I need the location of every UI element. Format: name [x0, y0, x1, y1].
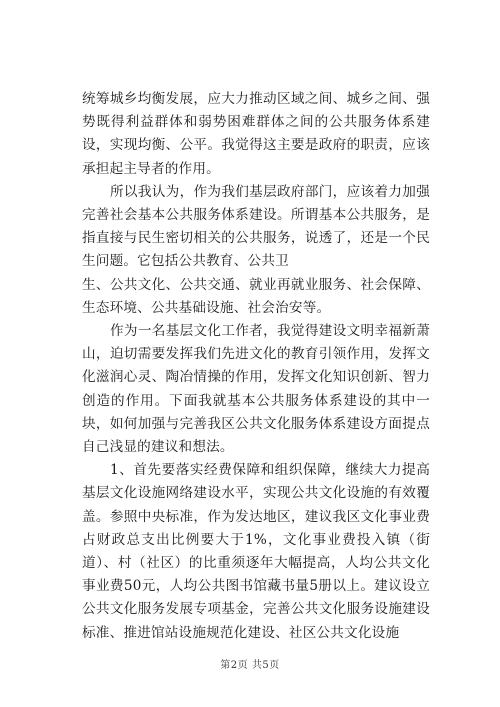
paragraph-1: 统筹城乡均衡发展，应大力推动区域之间、城乡之间、强势既得利益群体和弱势困难群体之间的公共服务体系建设，实现均衡、公平。我觉得这主要是政府的职责，应该承担起主导者的作用。 [82, 91, 430, 177]
document-body [82, 88, 430, 645]
paragraph-5: 1、首先要落实经费保障和组织保障，继续大力提高基层文化设施网络建设水平，实现公共文化设施的有效覆盖。参照中央标准，作为发达地区，建议我区文化事业费占财政总支出比例要大于1%，文化事业费投入镇（街道）、村（社区）的比重须逐年大幅提高，人均公共文化事业费50元，人均公共图书馆藏书量5册以上。建议设立公共文化服务发展专项基金，完善公共文化服务设施建设标准、推进馆站设施规范化建设、社区公共文化设施 [82, 462, 430, 641]
paragraph-4: 作为一名基层文化工作者，我觉得建设文明幸福新萧山，迫切需要发挥我们先进文化的教育引领作用，发挥文化滋润心灵、陶冶情操的作用，发挥文化知识创新、智力创造的作用。下面我就基本公共服务体系建设的其中一块，如何加强与完善我区公共文化服务体系建设方面提点自己浅显的建议和想法。 [82, 323, 430, 456]
page-number-footer: 第2页 共5页 [220, 660, 280, 671]
paragraph-2: 所以我认为，作为我们基层政府部门，应该着力加强完善社会基本公共服务体系建设。所谓基本公共服务，是指直接与民生密切相关的公共服务，说透了，还是一个民生问题。它包括公共教育、公共卫 [82, 183, 430, 270]
paragraph-3: 生、公共文化、公共交通、就业再就业服务、社会保障、生态环境、公共基础设施、社会治安等。 [82, 276, 430, 316]
